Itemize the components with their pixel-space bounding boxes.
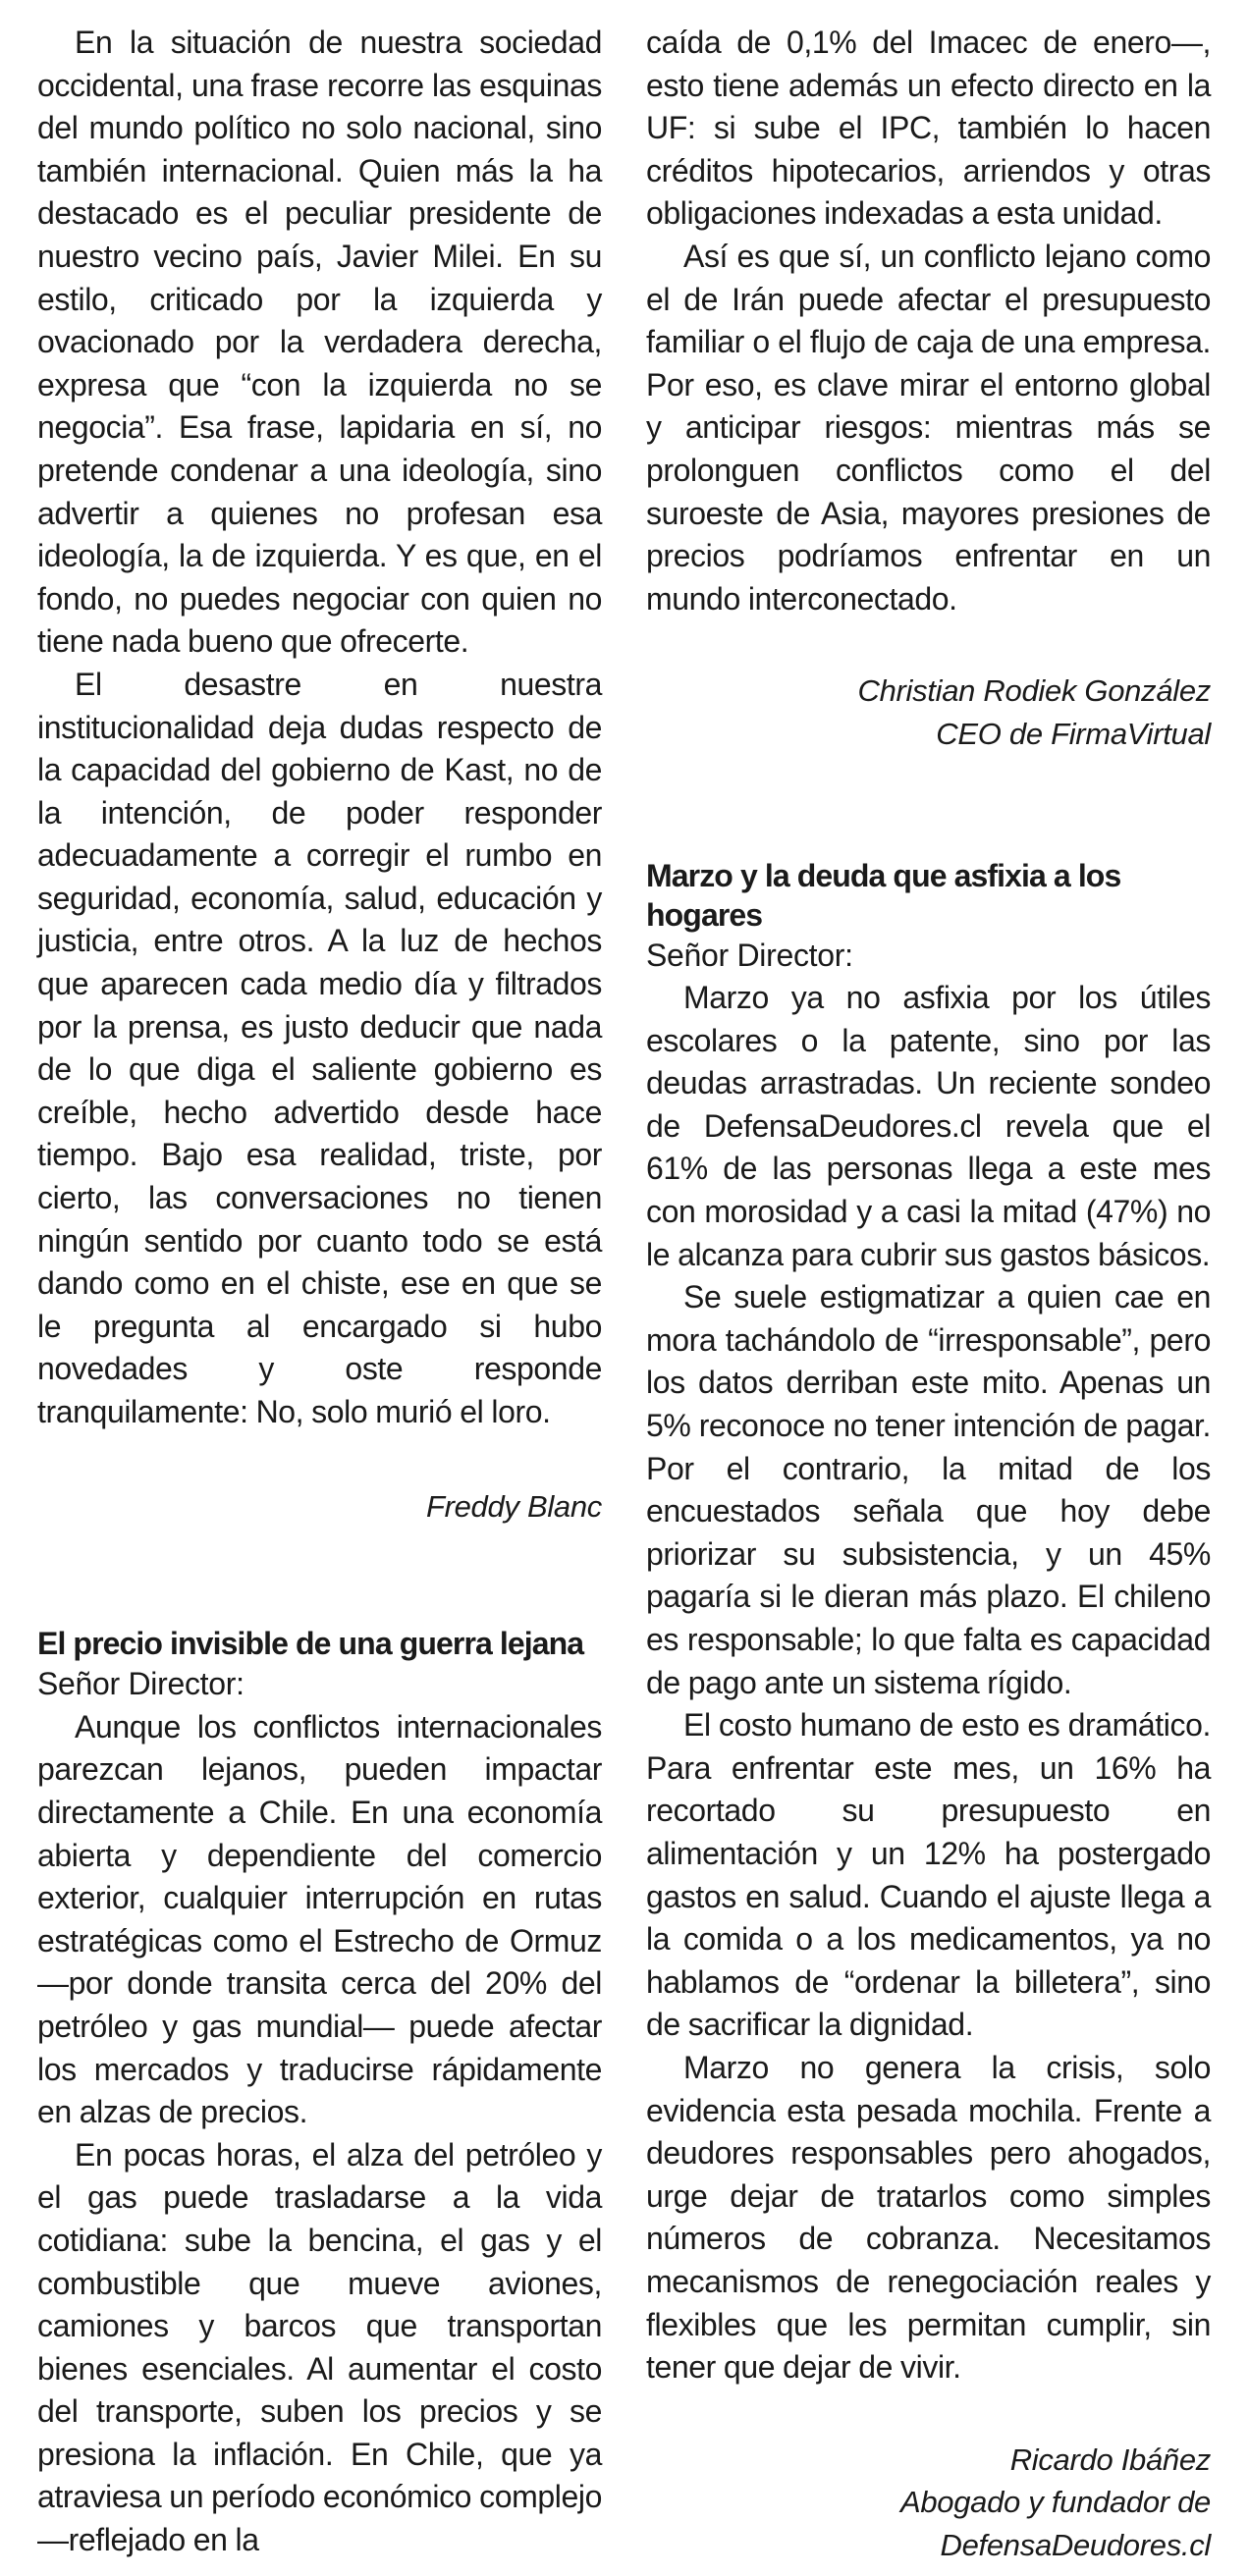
letter-milei: [37, 22, 602, 1528]
letter-deuda-signature-name: Ricardo Ibáñez: [1009, 2442, 1211, 2477]
letter-deuda-signature-title: Abogado y fundador de DefensaDeudores.cl: [899, 2485, 1211, 2562]
letter-deuda-paragraph-1: Marzo ya no asfixia por los útiles escolares o la patente, sino por las deudas arrastradas. Un reciente sondeo de DefensaDeudores.cl revela que el 61% de las personas llega a este mes con morosidad y a casi la mitad (47%) no le alcanza para cubrir sus gastos básicos.: [646, 980, 1211, 1272]
letter-deuda-paragraph-3: El costo humano de esto es dramático. Para enfrentar este mes, un 16% ha recortado su presupuesto en alimentación y un 12% ha postergado gastos en salud. Cuando el ajuste llega a la comida o a los medicamentos, ya no hablamos de “ordenar la billetera”, sino de sacrificar la dignidad.: [646, 1707, 1211, 2043]
letter-milei-paragraph-2: El desastre en nuestra institucionalidad deja dudas respecto de la capacidad del gobierno de Kast, no de la intención, de poder responder adecuadamente a corregir el rumbo en seguridad, economía, salud, educación y justicia, entre otros. A la luz de hechos que aparecen cada medio día y filtrados por la prensa, es justo deducir que nada de lo que diga el saliente gobierno es creíble, hecho advertido desde hace tiempo. Bajo esa realidad, triste, por cierto, las conversaciones no tienen ningún sentido por cuanto todo se está dando como en el chiste, ese en que se le pregunta al encargado si hubo novedades y oste responde tranquilamente: No, solo murió el loro.: [37, 666, 602, 1429]
letter-guerra-paragraph-1: Aunque los conflictos internacionales parezcan lejanos, pueden impactar directamente a Chile. En una economía abierta y dependiente del comercio exterior, cualquier interrupción en rutas estratégicas como el Estrecho de Ormuz —por donde transita cerca del 20% del petróleo y gas mundial— puede afectar los mercados y traducirse rápidamente en alzas de precios.: [37, 1708, 602, 2130]
letter-guerra-continued: [646, 22, 1211, 756]
letter-deuda-paragraph-4: Marzo no genera la crisis, solo evidencia esta pesada mochila. Frente a deudores responsables pero ahogados, urge dejar de tratarlos como simples números de cobranza. Necesitamos mecanismos de renegociación reales y flexibles que les permitan cumplir, sin tener que dejar de vivir.: [646, 2049, 1211, 2386]
letter-milei-signature: Freddy Blanc: [425, 1488, 602, 1524]
letter-deuda-salutation: Señor Director:: [646, 937, 853, 973]
letter-guerra-paragraph-2-part-1: En pocas horas, el alza del petróleo y el gas puede trasladarse a la vida cotidiana: sube la bencina, el gas y el combustible que mueve aviones, camiones y barcos que transportan bienes esenciales. Al aumentar el costo del transporte, suben los precios y se presiona la inflación. En Chile, que ya atraviesa un período económico complejo —reflejado en la: [37, 2136, 602, 2558]
letter-deuda-paragraph-2: Se suele estigmatizar a quien cae en mora tachándolo de “irresponsable”, pero los datos derriban este mito. Apenas un 5% reconoce no tener intención de pagar. Por el contrario, la mitad de los encuestados señala que hoy debe priorizar su subsistencia, y un 45% pagaría si le dieran más plazo. El chileno es responsable; lo que falta es capacidad de pago ante un sistema rígido.: [646, 1279, 1211, 1700]
letter-guerra: [37, 1624, 602, 2561]
right-column: [646, 22, 1211, 2566]
letter-milei-paragraph-1: En la situación de nuestra sociedad occidental, una frase recorre las esquinas del mundo político no solo nacional, sino también internacional. Quien más la ha destacado es el peculiar presidente de nuestro vecino país, Javier Milei. En su estilo, criticado por la izquierda y ovacionado por la verdadera derecha, expresa que “con la izquierda no se negocia”. Esa frase, lapidaria en sí, no pretende condenar a una ideología, sino advertir a quienes no profesan esa ideología, la de izquierda. Y es que, en el fondo, no puedes negociar con quien no tiene nada bueno que ofrecerte.: [37, 25, 602, 660]
letter-deuda-headline: Marzo y la deuda que asfixia a los hogares: [646, 857, 1121, 933]
letter-guerra-salutation: Señor Director:: [37, 1666, 244, 1702]
letter-guerra-paragraph-2-part-2: caída de 0,1% del Imacec de enero—, esto tiene además un efecto directo en la UF: si sube el IPC, también lo hacen créditos hipotecarios, arriendos y otras obligaciones indexadas a esta unidad.: [646, 25, 1211, 232]
letter-guerra-headline: El precio invisible de una guerra lejana: [37, 1626, 584, 1662]
left-column: [37, 22, 602, 2562]
letter-guerra-signature-name: Christian Rodiek González: [857, 673, 1211, 709]
letter-deuda: [646, 856, 1211, 2567]
letter-guerra-paragraph-3: Así es que sí, un conflicto lejano como el de Irán puede afectar el presupuesto familiar o el flujo de caja de una empresa. Por eso, es clave mirar el entorno global y anticipar riesgos: mientras más se prolonguen conflictos como el del suroeste de Asia, mayores presiones de precios podríamos enfrentar en un mundo interconectado.: [646, 238, 1211, 617]
letter-guerra-signature-title: CEO de FirmaVirtual: [936, 716, 1211, 751]
